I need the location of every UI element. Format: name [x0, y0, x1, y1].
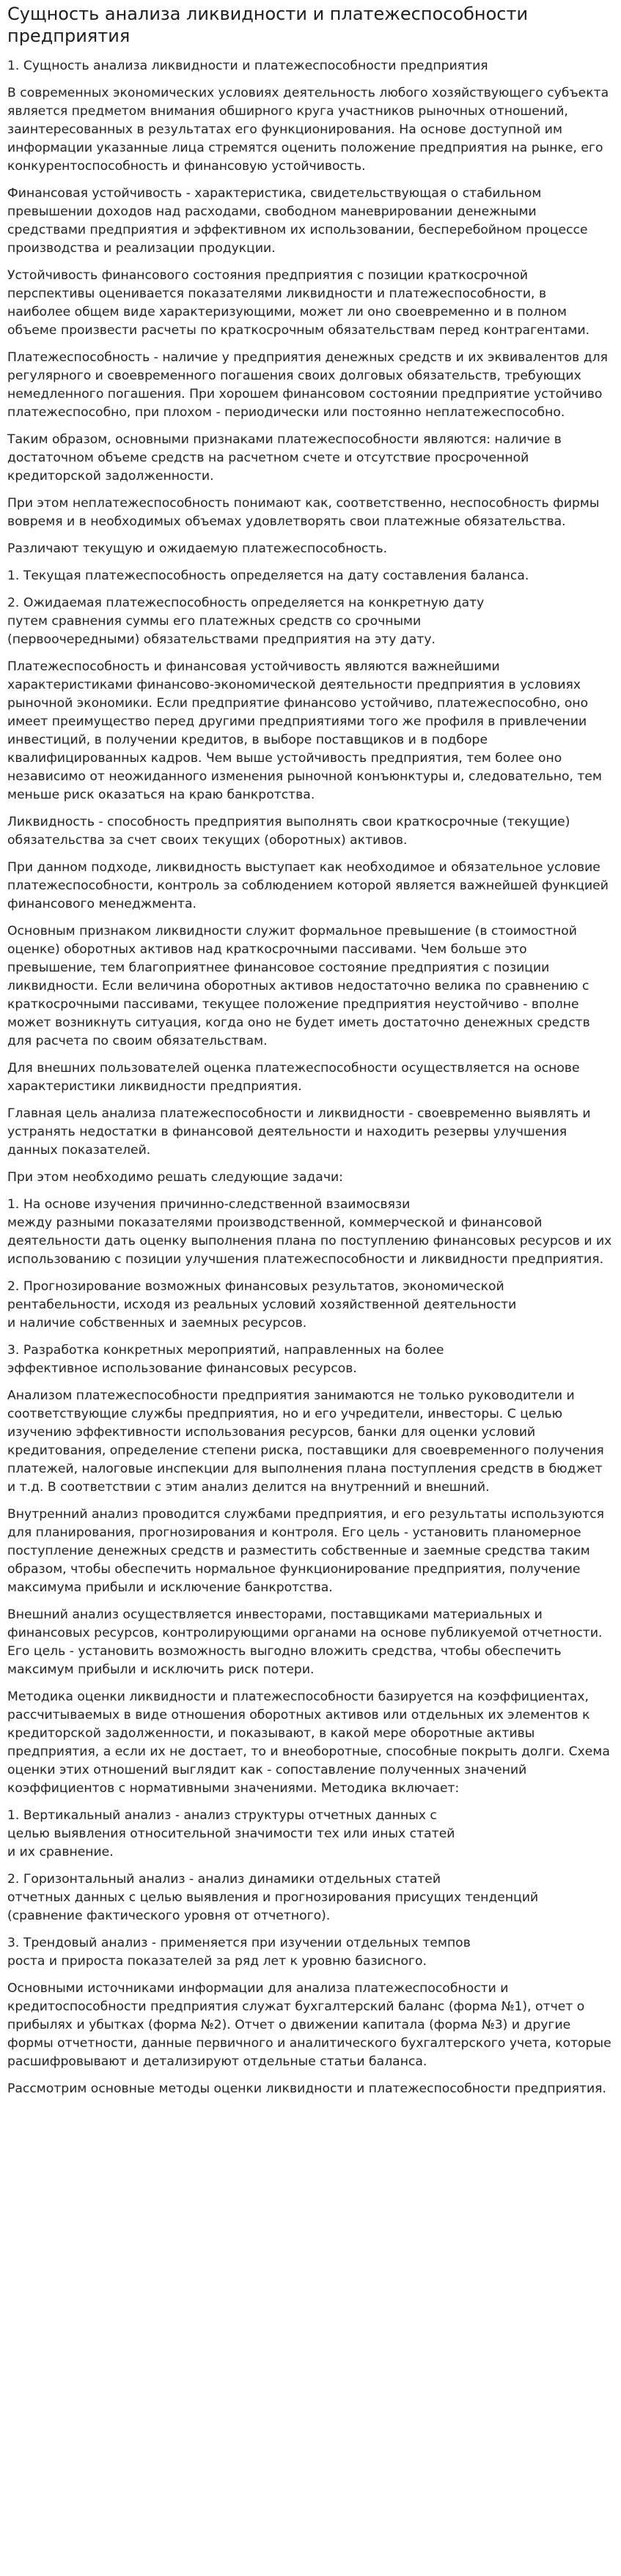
paragraph: При этом необходимо решать следующие задачи: — [7, 1170, 343, 1185]
paragraph: Внешний анализ осуществляется инвесторами, поставщиками материальных и финансовых ресурсов, контролирующими органами на основе публикуемой отчетности. Его цель - установить возможность выгодно вложить средства, чтобы обеспечить максимум прибыли и исключить риск потери. — [7, 1607, 603, 1677]
paragraph: Для внешних пользователей оценка платежеспособности осуществляется на основе характеристики ликвидности предприятия. — [7, 1061, 580, 1094]
paragraph: Финансовая устойчивость - характеристика, свидетельствующая о стабильном превышении доходов над расходами, свободном маневрировании денежными средствами предприятия и эффективном их использовании, бесперебойном процессе производства и реализации продукции. — [7, 186, 588, 256]
paragraph: 1. Текущая платежеспособность определяется на дату составления баланса. — [7, 569, 529, 583]
paragraph: Основным признаком ликвидности служит формальное превышение (в стоимостной оценке) оборотных активов над краткосрочными пассивами. Чем больше это превышение, тем благоприятнее финансовое состояние предприятия с позиции ликвидности. Если величина оборотных активов недостаточно велика по сравнению с краткосрочными пассивами, текущее положение предприятия неустойчиво - вполне может возникнуть ситуация, когда оно не будет иметь достаточно денежных средств для расчета по своим обязательствам. — [7, 924, 590, 1048]
paragraph: Различают текущую и ожидаемую платежеспособность. — [7, 541, 388, 556]
paragraph: При данном подходе, ликвидность выступает как необходимое и обязательное условие платежеспособности, контроль за соблюдением которой является важнейшей функцией финансового менеджмента. — [7, 860, 609, 911]
article-body — [7, 57, 612, 2098]
paragraph: Основными источниками информации для анализа платежеспособности и кредитоспособности предприятия служат бухгалтерский баланс (форма №1), отчет о прибылях и убытках (форма №2). Отчет о движении капитала (форма №3) и другие формы отчетности, данные первичного и аналитического бухгалтерского учета, которые расшифровывают и детализируют отдельные статьи баланса. — [7, 1981, 611, 2069]
paragraph: 2. Горизонтальный анализ - анализ динамики отдельных статей отчетных данных с целью выявления и прогнозирования присущих тенденций (сравнение фактического уровня от отчетного). — [7, 1872, 539, 1923]
paragraph: 2. Ожидаемая платежеспособность определяется на конкретную дату путем сравнения суммы его платежных средств со срочными (первоочередными) обязательствами предприятия на эту дату. — [7, 596, 485, 647]
paragraph: Платежеспособность - наличие у предприятия денежных средств и их эквивалентов для регулярного и своевременного погашения своих долговых обязательств, требующих немедленного погашения. При хорошем финансовом состоянии предприятие устойчиво платежеспособно, при плохом - периодически или постоянно неплатежеспособно. — [7, 350, 608, 420]
paragraph: Ликвидность - способность предприятия выполнять свои краткосрочные (текущие) обязательства за счет своих текущих (оборотных) активов. — [7, 815, 570, 848]
paragraph: 3. Разработка конкретных мероприятий, направленных на более эффективное использование финансовых ресурсов. — [7, 1343, 444, 1376]
paragraph: При этом неплатежеспособность понимают как, соответственно, неспособность фирмы вовремя и в необходимых объемах удовлетворять свои платежные обязательства. — [7, 496, 600, 529]
paragraph: Рассмотрим основные методы оценки ликвидности и платежеспособности предприятия. — [7, 2081, 606, 2096]
paragraph: 2. Прогнозирование возможных финансовых результатов, экономической рентабельности, исходя из реальных условий хозяйственной деятельности и наличие собственных и заемных ресурсов. — [7, 1279, 517, 1330]
section-heading: 1. Сущность анализа ликвидности и платежеспособности предприятия — [7, 59, 488, 73]
paragraph: Внутренний анализ проводится службами предприятия, и его результаты используются для планирования, прогнозирования и контроля. Его цель - установить планомерное поступление денежных средств и разместить собственные и заемные средства таким образом, чтобы обеспечить нормальное функционирование предприятия, получение максимума прибыли и исключение банкротства. — [7, 1507, 604, 1595]
paragraph: 3. Трендовый анализ - применяется при изучении отдельных темпов роста и прироста показателей за ряд лет к уровню базисного. — [7, 1936, 471, 1969]
paragraph: Устойчивость финансового состояния предприятия с позиции краткосрочной перспективы оценивается показателями ликвидности и платежеспособности, в наиболее общем виде характеризующими, может ли оно своевременно и в полном объеме произвести расчеты по краткосрочным обязательствам перед контрагентами. — [7, 268, 590, 338]
paragraph: В современных экономических условиях деятельность любого хозяйствующего субъекта является предметом внимания обширного круга участников рыночных отношений, заинтересованных в результатах его функционирования. На основе доступной им информации указанные лица стремятся оценить положение предприятия на рынке, его конкурентоспособность и финансовую устойчивость. — [7, 86, 609, 174]
paragraph: Анализом платежеспособности предприятия занимаются не только руководители и соответствующие службы предприятия, но и его учредители, инвесторы. С целью изучению эффективности использования ресурсов, банки для оценки условий кредитования, определение степени риска, поставщики для своевременного получения платежей, налоговые инспекции для выполнения плана поступления средств в бюджет и т.д. В соответствии с этим анализ делится на внутренний и внешний. — [7, 1388, 604, 1495]
paragraph: Главная цель анализа платежеспособности и ликвидности - своевременно выявлять и устранять недостатки в финансовой деятельности и находить резервы улучшения данных показателей. — [7, 1106, 591, 1158]
paragraph: Платежеспособность и финансовая устойчивость являются важнейшими характеристиками финансово-экономической деятельности предприятия в условиях рыночной экономики. Если предприятие финансово устойчиво, платежеспособно, оно имеет преимущество перед другими предприятиями того же профиля в привлечении инвестиций, в получении кредитов, в выборе поставщиков и в подборе квалифицированных кадров. Чем выше устойчивость предприятия, тем более оно независимо от неожиданного изменения рыночной конъюнктуры и, следовательно, тем меньше риск оказаться на краю банкротства. — [7, 659, 602, 802]
page-title: Сущность анализа ликвидности и платежеспособности предприятия — [7, 4, 529, 46]
paragraph: 1. Вертикальный анализ - анализ структуры отчетных данных с целью выявления относительной значимости тех или иных статей и их сравнение. — [7, 1808, 455, 1859]
paragraph: 1. На основе изучения причинно-следственной взаимосвязи между разными показателями производственной, коммерческой и финансовой деятельности дать оценку выполнения плана по поступлению финансовых ресурсов и их использованию с позиции улучшения платежеспособности и ликвидности предприятия. — [7, 1197, 612, 1267]
paragraph: Методика оценки ликвидности и платежеспособности базируется на коэффициентах, рассчитываемых в виде отношения оборотных активов или отдельных их элементов к кредиторской задолженности, и показывают, в какой мере оборотные активы предприятия, а если их не достает, то и внеоборотные, способные покрыть долги. Схема оценки этих отношений выглядит как - сопоставление полученных значений коэффициентов с нормативными значениями. Методика включает: — [7, 1689, 610, 1796]
paragraph: Таким образом, основными признаками платежеспособности являются: наличие в достаточном объеме средств на расчетном счете и отсутствие просроченной кредиторской задолженности. — [7, 432, 562, 484]
